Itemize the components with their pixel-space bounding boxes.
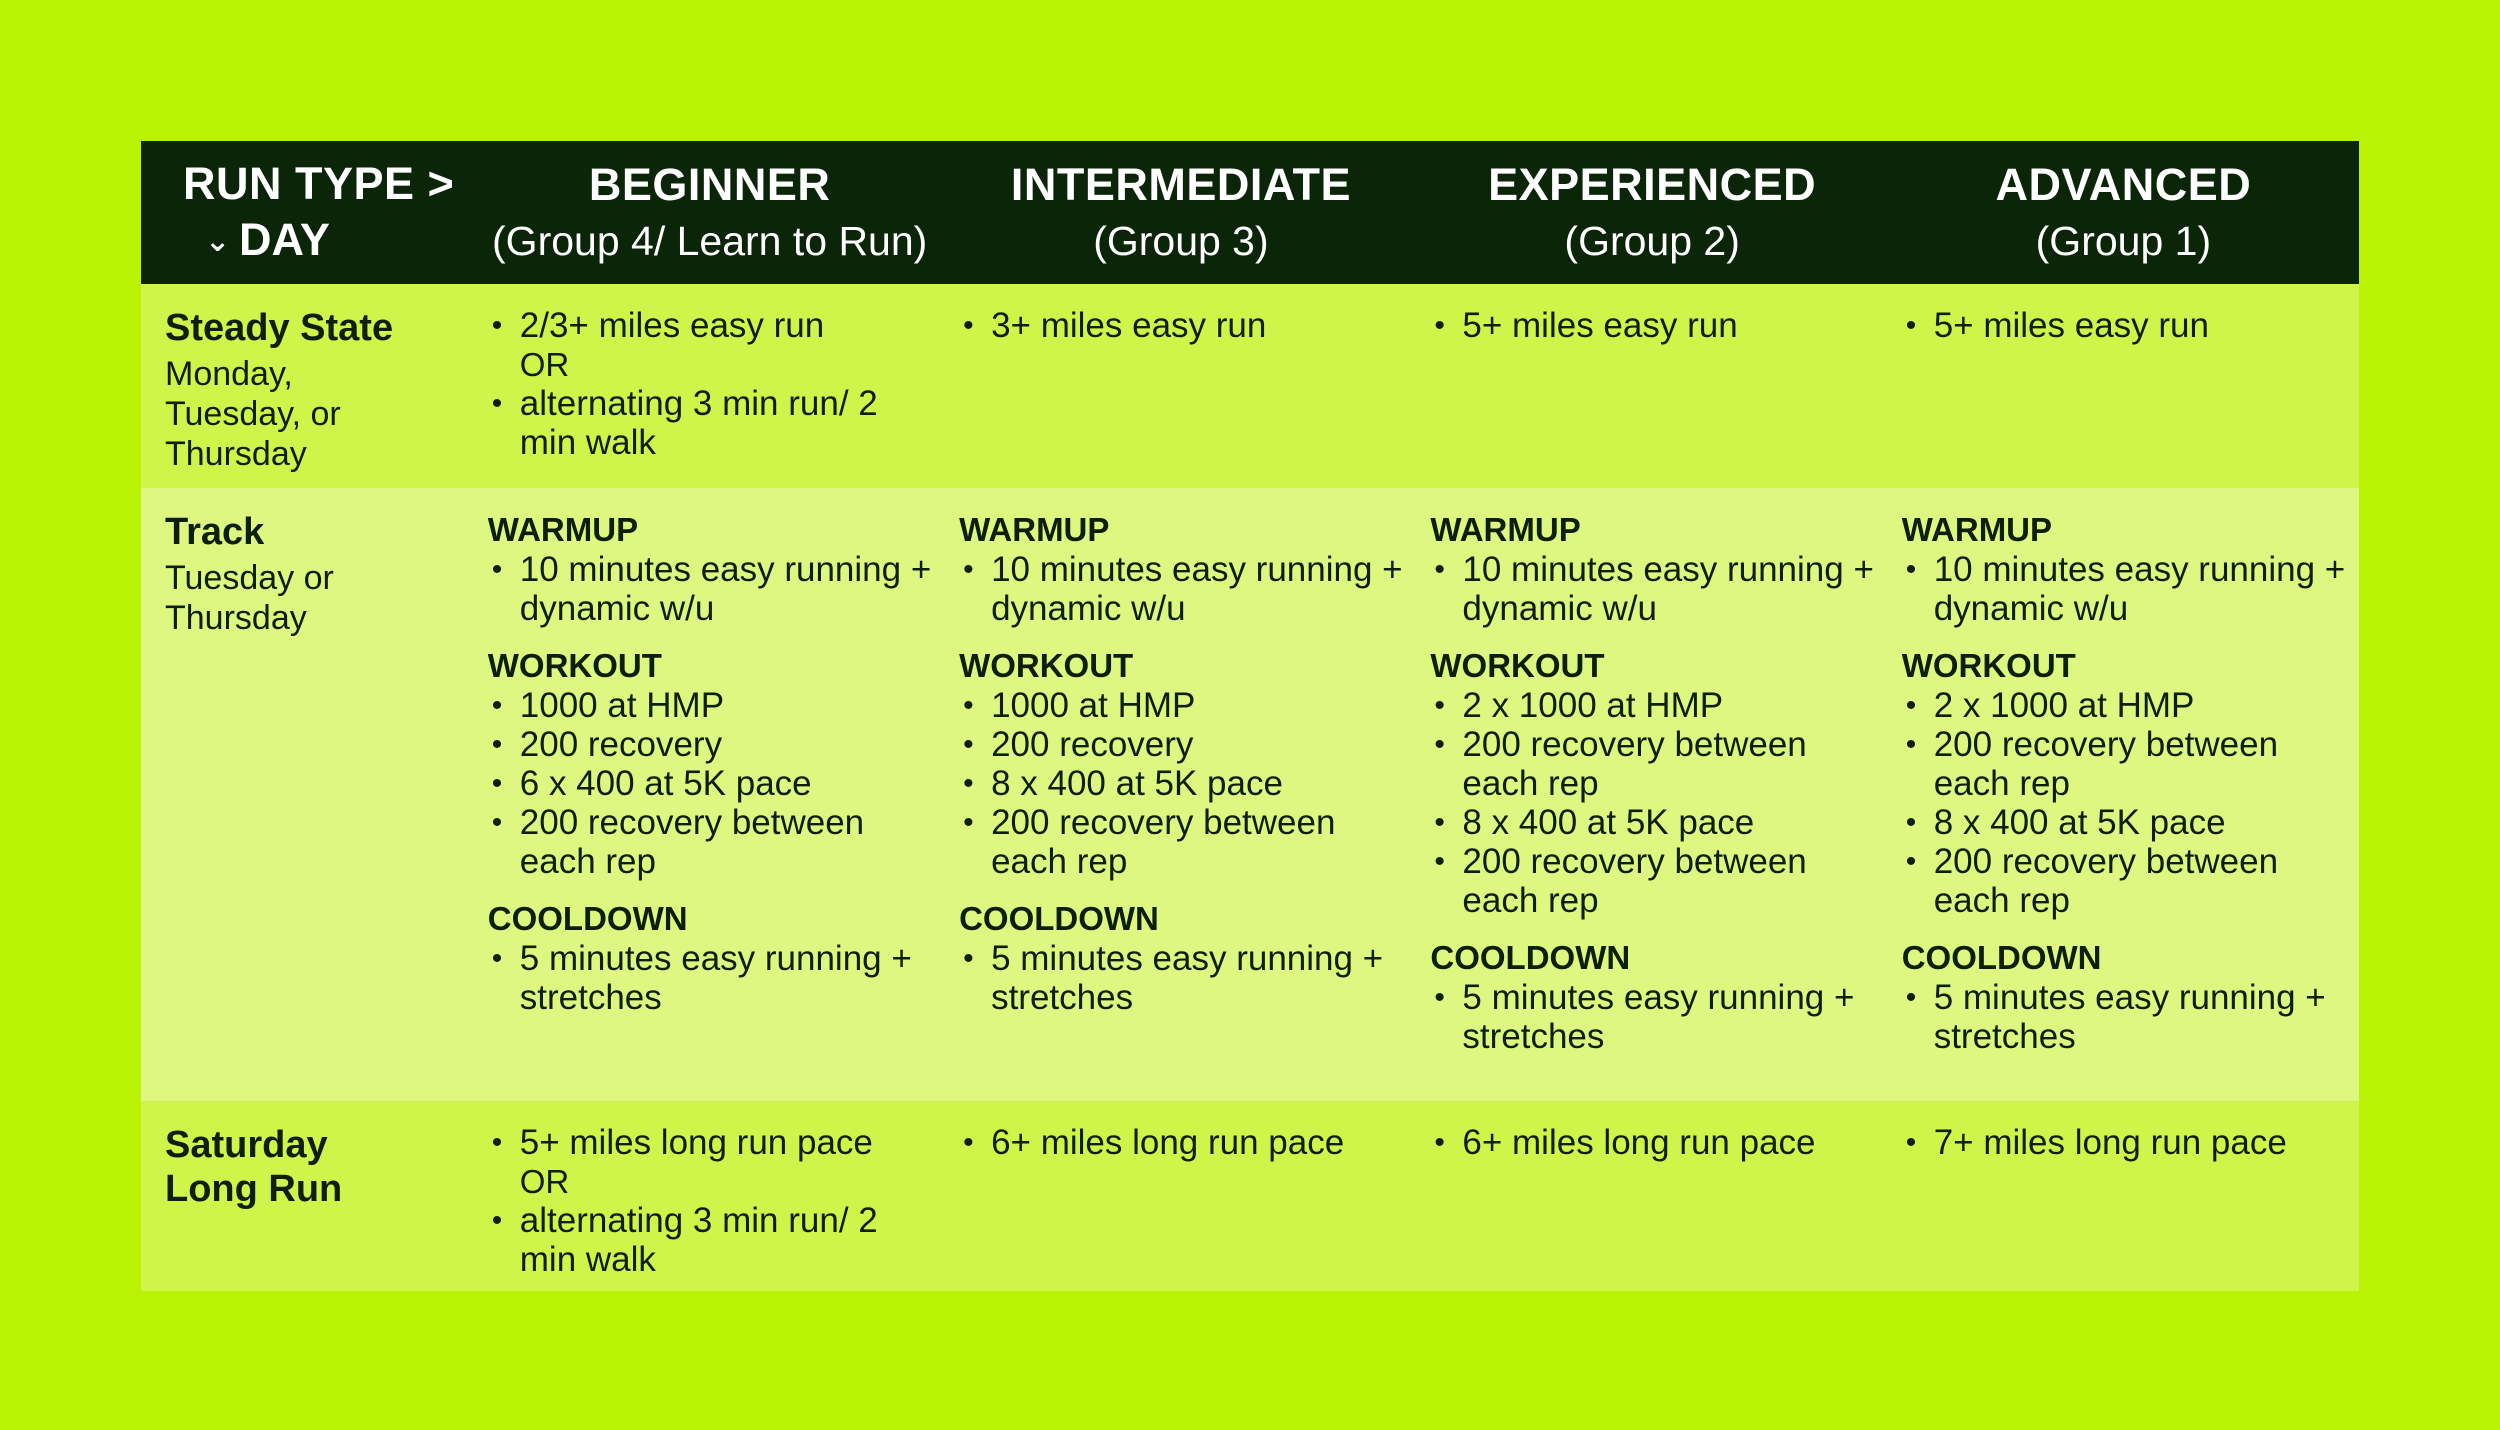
header-beginner [474, 141, 945, 284]
or-text: OR [519, 346, 570, 383]
workout-label: WORKOUT [959, 647, 1134, 684]
list-item: • 200 recovery between each rep [1430, 842, 1877, 920]
header-intermediate [945, 141, 1416, 284]
warmup-label: WARMUP [959, 511, 1110, 548]
training-schedule-table [141, 141, 2359, 1291]
track-advanced-cell [1888, 488, 2359, 1101]
list-item: • 2 x 1000 at HMP [1902, 686, 2349, 725]
list-item: • 2 x 1000 at HMP [1430, 686, 1877, 725]
list-item: • 6+ miles long run pace [1430, 1123, 1877, 1162]
list-item: • 5+ miles long run pace [488, 1123, 935, 1162]
warmup-label: WARMUP [1430, 511, 1581, 548]
long-experienced-cell [1416, 1101, 1887, 1291]
chevron-down-icon: ⌄ [205, 224, 231, 258]
level-title: ADVANCED [1995, 158, 2252, 210]
list-item: • alternating 3 min run/ 2 min walk [488, 384, 890, 462]
steady-beginner-cell [474, 284, 945, 488]
day-label: DAY [239, 213, 330, 265]
cooldown-label: COOLDOWN [487, 900, 688, 937]
row-steady-state [141, 284, 2359, 488]
cooldown-label: COOLDOWN [1901, 939, 2102, 976]
row-days: Tuesday or Thursday [165, 559, 334, 637]
row-saturday-long-run [141, 1101, 2359, 1291]
list-item: • 200 recovery between each rep [488, 803, 935, 881]
level-title: INTERMEDIATE [1010, 158, 1351, 210]
list-item: • 5+ miles easy run [1902, 306, 2349, 345]
workout-label: WORKOUT [1430, 647, 1605, 684]
list-item: • 6 x 400 at 5K pace [488, 764, 935, 803]
row-title: Steady State [165, 307, 394, 349]
track-experienced-cell [1416, 488, 1887, 1101]
list-item: • 3+ miles easy run [959, 306, 1406, 345]
list-item: • 5+ miles easy run [1430, 306, 1877, 345]
list-item: • 10 minutes easy running + dynamic w/u [959, 550, 1406, 628]
list-item: • 200 recovery between each rep [1430, 725, 1877, 803]
row-label-cell [141, 1101, 474, 1291]
list-item: • 200 recovery between each rep [959, 803, 1406, 881]
header-experienced [1417, 141, 1888, 284]
list-item: • 5 minutes easy running + stretches [488, 939, 935, 1017]
steady-intermediate-cell [945, 284, 1416, 488]
chevron-right-icon: > [427, 157, 455, 209]
level-title: EXPERIENCED [1488, 158, 1817, 210]
row-label-cell [141, 284, 474, 488]
list-item: • 200 recovery [959, 725, 1406, 764]
steady-experienced-cell [1416, 284, 1887, 488]
list-item: • 200 recovery between each rep [1902, 725, 2349, 803]
row-label-cell [141, 488, 474, 1101]
or-text: OR [519, 1163, 570, 1200]
level-title: BEGINNER [588, 158, 831, 210]
level-group: (Group 4/ Learn to Run) [492, 217, 928, 264]
table-header [141, 141, 2359, 284]
list-item: • 6+ miles long run pace [959, 1123, 1406, 1162]
warmup-label: WARMUP [487, 511, 639, 548]
list-item: • 8 x 400 at 5K pace [1902, 803, 2349, 842]
list-item: • 7+ miles long run pace [1902, 1123, 2349, 1162]
list-item: • 5 minutes easy running + stretches [1902, 978, 2349, 1056]
row-days: Monday, Tuesday, or Thursday [165, 355, 341, 473]
list-item: • 5 minutes easy running + stretches [1430, 978, 1877, 1056]
list-item: • 10 minutes easy running + dynamic w/u [1430, 550, 1877, 628]
list-item: • alternating 3 min run/ 2 min walk [488, 1201, 890, 1279]
run-type-label: RUN TYPE [183, 157, 415, 209]
level-group: (Group 3) [1093, 217, 1269, 264]
long-beginner-cell [474, 1101, 945, 1291]
list-item: • 200 recovery [488, 725, 935, 764]
list-item: • 200 recovery between each rep [1902, 842, 2349, 920]
list-item: • 10 minutes easy running + dynamic w/u [488, 550, 935, 628]
cooldown-label: COOLDOWN [959, 900, 1159, 937]
steady-advanced-cell [1888, 284, 2359, 488]
workout-label: WORKOUT [487, 647, 662, 684]
track-intermediate-cell [945, 488, 1416, 1101]
long-advanced-cell [1888, 1101, 2359, 1291]
warmup-label: WARMUP [1901, 511, 2053, 548]
track-beginner-cell [474, 488, 945, 1101]
row-title: Saturday Long Run [165, 1124, 343, 1210]
header-run-type-day [141, 141, 474, 284]
list-item: • 1000 at HMP [959, 686, 1406, 725]
header-advanced [1888, 141, 2359, 284]
list-item: • 1000 at HMP [488, 686, 935, 725]
cooldown-label: COOLDOWN [1430, 939, 1631, 976]
list-item: • 2/3+ miles easy run [488, 306, 935, 345]
level-group: (Group 2) [1564, 217, 1740, 264]
list-item: • 8 x 400 at 5K pace [1430, 803, 1877, 842]
list-item: • 10 minutes easy running + dynamic w/u [1902, 550, 2349, 628]
list-item: • 8 x 400 at 5K pace [959, 764, 1406, 803]
row-title: Track [165, 511, 265, 553]
list-item: • 5 minutes easy running + stretches [959, 939, 1406, 1017]
level-group: (Group 1) [2035, 217, 2212, 264]
workout-label: WORKOUT [1901, 647, 2076, 684]
row-track [141, 488, 2359, 1101]
long-intermediate-cell [945, 1101, 1416, 1291]
